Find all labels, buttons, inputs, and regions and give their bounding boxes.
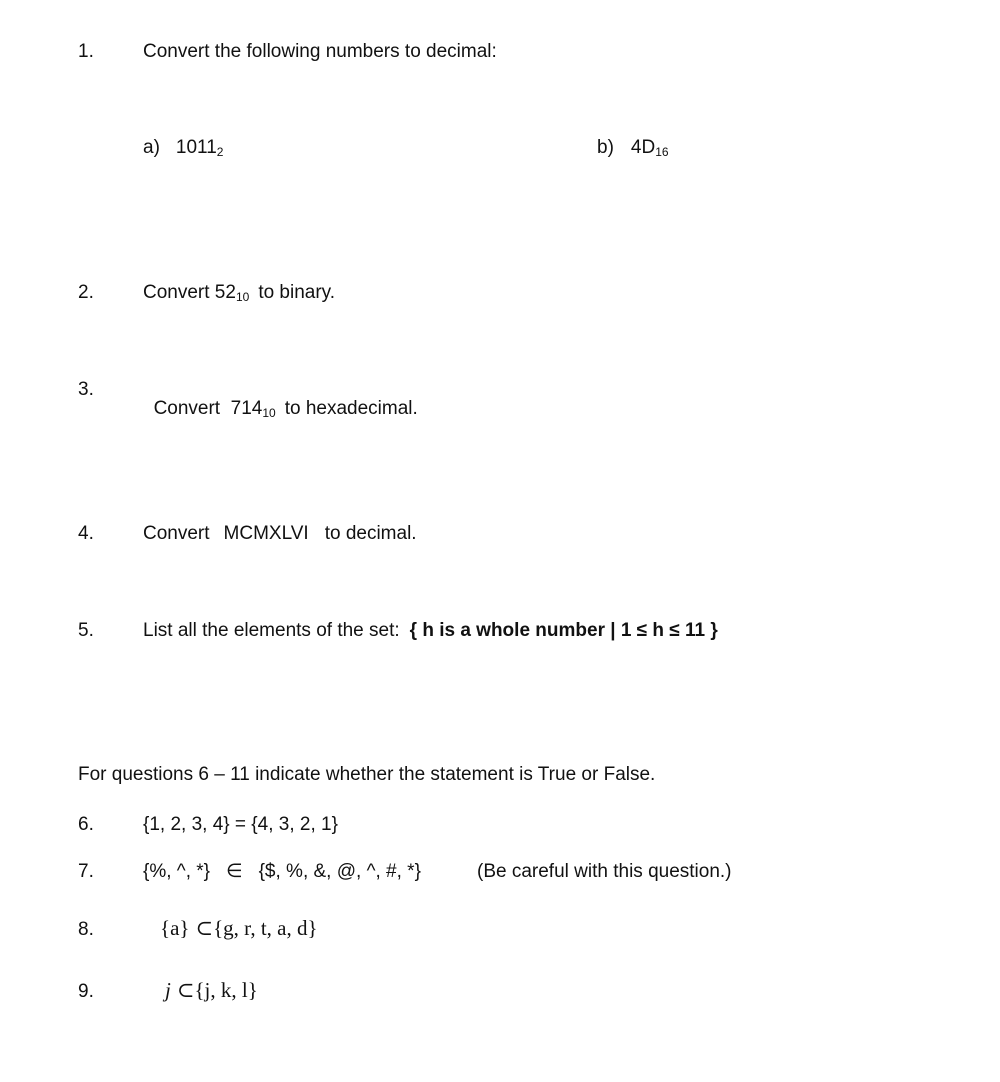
- question-7-right-set: {$, %, &, @, ^, #, *}: [258, 861, 421, 882]
- question-5-number: 5.: [78, 620, 94, 641]
- question-8-left-set: {a}: [160, 916, 190, 940]
- question-2-number: 2.: [78, 282, 94, 303]
- question-9-element: j: [165, 978, 171, 1002]
- question-8-right-set: {g, r, t, a, d}: [213, 916, 318, 940]
- question-2-prefix: Convert 52: [143, 282, 236, 303]
- question-3-base: 10: [262, 406, 276, 420]
- question-2-text: [143, 283, 335, 302]
- question-5-prompt: List all the elements of the set:: [143, 620, 400, 641]
- question-1b: [597, 138, 669, 157]
- question-3-text: [143, 380, 418, 418]
- question-3-number: 3.: [78, 379, 94, 400]
- question-1b-label: b): [597, 137, 614, 158]
- question-8-number: 8.: [78, 919, 94, 940]
- question-7-left-set: {%, ^, *}: [143, 861, 211, 882]
- question-4-suffix: to decimal.: [324, 523, 417, 544]
- question-9-right-set: {j, k, l}: [194, 978, 258, 1002]
- subset-symbol: ⊂: [195, 916, 214, 940]
- question-2-suffix: to binary.: [258, 282, 336, 303]
- question-8-text: [160, 918, 318, 939]
- question-3-prefix: Convert 714: [153, 398, 263, 419]
- question-4-roman: MCMXLVI: [223, 523, 309, 544]
- question-1a: [143, 138, 223, 157]
- question-1-number: 1.: [78, 41, 94, 62]
- subset-symbol: ⊂: [176, 978, 195, 1002]
- question-4-prefix: Convert: [143, 523, 210, 544]
- question-5-set: { h is a whole number | 1 ≤ h ≤ 11 }: [409, 620, 718, 641]
- question-7-text: [143, 862, 421, 881]
- question-3-suffix: to hexadecimal.: [284, 398, 418, 419]
- element-of-symbol: ∈: [226, 861, 243, 882]
- instructions: For questions 6 – 11 indicate whether the statement is True or False.: [78, 764, 656, 785]
- question-2-base: 10: [235, 290, 250, 304]
- question-7-number: 7.: [78, 861, 94, 882]
- question-1a-value: 1011: [175, 137, 217, 158]
- question-6-number: 6.: [78, 814, 94, 835]
- question-1b-value: 4D: [630, 137, 656, 158]
- question-6-statement: {1, 2, 3, 4} = {4, 3, 2, 1}: [143, 814, 338, 835]
- question-9-text: [165, 980, 258, 1001]
- question-1a-base: 2: [216, 145, 224, 159]
- question-7-note: (Be careful with this question.): [477, 861, 732, 882]
- question-9-number: 9.: [78, 981, 94, 1002]
- question-1-prompt: Convert the following numbers to decimal:: [143, 41, 497, 62]
- question-4-text: [143, 524, 417, 543]
- question-4-number: 4.: [78, 523, 94, 544]
- question-1b-base: 16: [655, 145, 669, 159]
- question-1a-label: a): [143, 137, 160, 158]
- question-5-text: [143, 621, 718, 640]
